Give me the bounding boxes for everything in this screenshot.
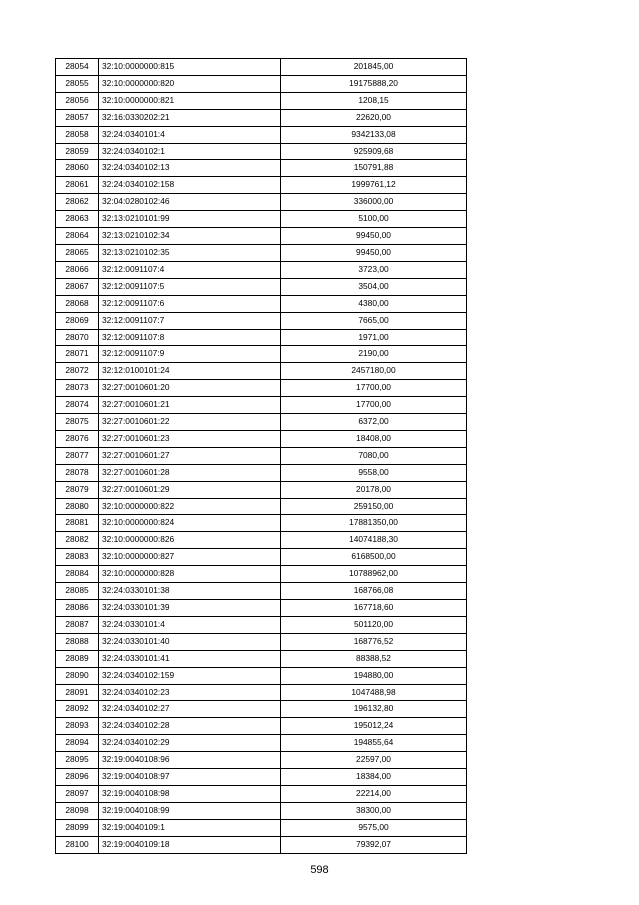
page-number: 598 xyxy=(310,864,329,876)
value-cell: 336000,00 xyxy=(281,194,467,211)
value-cell: 501120,00 xyxy=(281,616,467,633)
cadastral-number-cell: 32:13:0210102:34 xyxy=(99,228,281,245)
table-row xyxy=(56,836,467,853)
row-number-cell: 28096 xyxy=(56,769,99,786)
table-row xyxy=(56,380,467,397)
cadastral-number-cell: 32:12:0100101:24 xyxy=(99,363,281,380)
value-cell: 17881350,00 xyxy=(281,515,467,532)
row-number-cell: 28086 xyxy=(56,600,99,617)
table-row xyxy=(56,447,467,464)
row-number-cell: 28054 xyxy=(56,59,99,76)
row-number-cell: 28089 xyxy=(56,650,99,667)
table-row xyxy=(56,160,467,177)
cadastral-number-cell: 32:24:0330101:4 xyxy=(99,616,281,633)
cadastral-number-cell: 32:12:0091107:8 xyxy=(99,329,281,346)
value-cell: 4380,00 xyxy=(281,295,467,312)
table-row xyxy=(56,819,467,836)
row-number-cell: 28072 xyxy=(56,363,99,380)
table-row xyxy=(56,109,467,126)
table-row xyxy=(56,566,467,583)
value-cell: 88388,52 xyxy=(281,650,467,667)
row-number-cell: 28078 xyxy=(56,464,99,481)
cadastral-number-cell: 32:13:0210101:99 xyxy=(99,211,281,228)
value-cell: 196132,80 xyxy=(281,701,467,718)
row-number-cell: 28077 xyxy=(56,447,99,464)
row-number-cell: 28061 xyxy=(56,177,99,194)
row-number-cell: 28098 xyxy=(56,802,99,819)
value-cell: 99450,00 xyxy=(281,244,467,261)
cadastral-number-cell: 32:24:0340101:4 xyxy=(99,126,281,143)
table-row xyxy=(56,59,467,76)
value-cell: 1208,15 xyxy=(281,92,467,109)
value-cell: 14074188,30 xyxy=(281,532,467,549)
value-cell: 38300,00 xyxy=(281,802,467,819)
table-row xyxy=(56,532,467,549)
cadastral-number-cell: 32:24:0340102:1 xyxy=(99,143,281,160)
row-number-cell: 28070 xyxy=(56,329,99,346)
table-row xyxy=(56,735,467,752)
cadastral-number-cell: 32:10:0000000:826 xyxy=(99,532,281,549)
table-row xyxy=(56,126,467,143)
value-cell: 22597,00 xyxy=(281,752,467,769)
value-cell: 2457180,00 xyxy=(281,363,467,380)
value-cell: 1999761,12 xyxy=(281,177,467,194)
table-row xyxy=(56,75,467,92)
value-cell: 9342133,08 xyxy=(281,126,467,143)
cadastral-number-cell: 32:04:0280102:46 xyxy=(99,194,281,211)
cadastral-number-cell: 32:10:0000000:827 xyxy=(99,549,281,566)
row-number-cell: 28057 xyxy=(56,109,99,126)
cadastral-number-cell: 32:24:0340102:158 xyxy=(99,177,281,194)
table-row xyxy=(56,718,467,735)
row-number-cell: 28095 xyxy=(56,752,99,769)
cadastral-number-cell: 32:24:0340102:29 xyxy=(99,735,281,752)
row-number-cell: 28058 xyxy=(56,126,99,143)
cadastral-number-cell: 32:27:0010601:28 xyxy=(99,464,281,481)
cadastral-number-cell: 32:12:0091107:4 xyxy=(99,261,281,278)
value-cell: 195012,24 xyxy=(281,718,467,735)
cadastral-number-cell: 32:24:0330101:38 xyxy=(99,583,281,600)
table-row xyxy=(56,464,467,481)
value-cell: 2190,00 xyxy=(281,346,467,363)
table-row xyxy=(56,515,467,532)
cadastral-number-cell: 32:10:0000000:815 xyxy=(99,59,281,76)
value-cell: 9575,00 xyxy=(281,819,467,836)
table-row xyxy=(56,244,467,261)
value-cell: 150791,88 xyxy=(281,160,467,177)
value-cell: 3723,00 xyxy=(281,261,467,278)
row-number-cell: 28066 xyxy=(56,261,99,278)
cadastral-number-cell: 32:10:0000000:820 xyxy=(99,75,281,92)
row-number-cell: 28094 xyxy=(56,735,99,752)
table-row xyxy=(56,177,467,194)
cadastral-number-cell: 32:27:0010601:22 xyxy=(99,414,281,431)
table-row xyxy=(56,228,467,245)
cadastral-number-cell: 32:24:0340102:27 xyxy=(99,701,281,718)
cadastral-number-cell: 32:10:0000000:824 xyxy=(99,515,281,532)
table-row xyxy=(56,414,467,431)
table-body xyxy=(56,59,467,854)
cadastral-number-cell: 32:24:0340102:13 xyxy=(99,160,281,177)
row-number-cell: 28083 xyxy=(56,549,99,566)
table-row xyxy=(56,295,467,312)
value-cell: 18408,00 xyxy=(281,430,467,447)
row-number-cell: 28062 xyxy=(56,194,99,211)
value-cell: 5100,00 xyxy=(281,211,467,228)
table-row xyxy=(56,92,467,109)
row-number-cell: 28074 xyxy=(56,397,99,414)
table-row xyxy=(56,616,467,633)
table-row xyxy=(56,684,467,701)
cadastral-number-cell: 32:19:0040109:18 xyxy=(99,836,281,853)
table-row xyxy=(56,397,467,414)
value-cell: 17700,00 xyxy=(281,397,467,414)
table-row xyxy=(56,600,467,617)
row-number-cell: 28060 xyxy=(56,160,99,177)
row-number-cell: 28085 xyxy=(56,583,99,600)
value-cell: 22620,00 xyxy=(281,109,467,126)
cadastral-number-cell: 32:24:0340102:159 xyxy=(99,667,281,684)
row-number-cell: 28082 xyxy=(56,532,99,549)
value-cell: 201845,00 xyxy=(281,59,467,76)
table-row xyxy=(56,211,467,228)
row-number-cell: 28080 xyxy=(56,498,99,515)
cadastral-value-table xyxy=(55,58,467,854)
value-cell: 168766,08 xyxy=(281,583,467,600)
row-number-cell: 28088 xyxy=(56,633,99,650)
row-number-cell: 28068 xyxy=(56,295,99,312)
value-cell: 6168500,00 xyxy=(281,549,467,566)
cadastral-number-cell: 32:24:0340102:23 xyxy=(99,684,281,701)
row-number-cell: 28055 xyxy=(56,75,99,92)
table-row xyxy=(56,261,467,278)
cadastral-number-cell: 32:24:0330101:41 xyxy=(99,650,281,667)
cadastral-number-cell: 32:13:0210102:35 xyxy=(99,244,281,261)
row-number-cell: 28076 xyxy=(56,430,99,447)
row-number-cell: 28071 xyxy=(56,346,99,363)
cadastral-number-cell: 32:19:0040108:96 xyxy=(99,752,281,769)
value-cell: 18384,00 xyxy=(281,769,467,786)
row-number-cell: 28087 xyxy=(56,616,99,633)
value-cell: 9558,00 xyxy=(281,464,467,481)
cadastral-number-cell: 32:24:0330101:39 xyxy=(99,600,281,617)
cadastral-number-cell: 32:16:0330202:21 xyxy=(99,109,281,126)
value-cell: 168776,52 xyxy=(281,633,467,650)
row-number-cell: 28081 xyxy=(56,515,99,532)
cadastral-number-cell: 32:24:0340102:28 xyxy=(99,718,281,735)
table-row xyxy=(56,346,467,363)
row-number-cell: 28090 xyxy=(56,667,99,684)
cadastral-number-cell: 32:10:0000000:822 xyxy=(99,498,281,515)
row-number-cell: 28064 xyxy=(56,228,99,245)
value-cell: 6372,00 xyxy=(281,414,467,431)
cadastral-number-cell: 32:24:0330101:40 xyxy=(99,633,281,650)
row-number-cell: 28075 xyxy=(56,414,99,431)
cadastral-number-cell: 32:10:0000000:828 xyxy=(99,566,281,583)
cadastral-number-cell: 32:19:0040108:97 xyxy=(99,769,281,786)
table-row xyxy=(56,278,467,295)
cadastral-number-cell: 32:27:0010601:23 xyxy=(99,430,281,447)
row-number-cell: 28097 xyxy=(56,785,99,802)
cadastral-number-cell: 32:19:0040108:99 xyxy=(99,802,281,819)
row-number-cell: 28065 xyxy=(56,244,99,261)
table-row xyxy=(56,363,467,380)
row-number-cell: 28073 xyxy=(56,380,99,397)
value-cell: 194880,00 xyxy=(281,667,467,684)
table-row xyxy=(56,667,467,684)
row-number-cell: 28056 xyxy=(56,92,99,109)
value-cell: 17700,00 xyxy=(281,380,467,397)
table-row xyxy=(56,549,467,566)
value-cell: 7080,00 xyxy=(281,447,467,464)
table-row xyxy=(56,312,467,329)
table-row xyxy=(56,583,467,600)
table-row xyxy=(56,194,467,211)
value-cell: 259150,00 xyxy=(281,498,467,515)
table-row xyxy=(56,498,467,515)
value-cell: 99450,00 xyxy=(281,228,467,245)
cadastral-number-cell: 32:19:0040108:98 xyxy=(99,785,281,802)
row-number-cell: 28084 xyxy=(56,566,99,583)
table-row xyxy=(56,701,467,718)
row-number-cell: 28059 xyxy=(56,143,99,160)
row-number-cell: 28063 xyxy=(56,211,99,228)
row-number-cell: 28079 xyxy=(56,481,99,498)
table-row xyxy=(56,481,467,498)
cadastral-number-cell: 32:19:0040109:1 xyxy=(99,819,281,836)
cadastral-number-cell: 32:27:0010601:29 xyxy=(99,481,281,498)
table-row xyxy=(56,430,467,447)
table-row xyxy=(56,143,467,160)
value-cell: 22214,00 xyxy=(281,785,467,802)
row-number-cell: 28069 xyxy=(56,312,99,329)
cadastral-number-cell: 32:12:0091107:5 xyxy=(99,278,281,295)
value-cell: 167718,60 xyxy=(281,600,467,617)
value-cell: 79392,07 xyxy=(281,836,467,853)
cadastral-number-cell: 32:12:0091107:9 xyxy=(99,346,281,363)
row-number-cell: 28067 xyxy=(56,278,99,295)
cadastral-number-cell: 32:27:0010601:21 xyxy=(99,397,281,414)
value-cell: 7665,00 xyxy=(281,312,467,329)
cadastral-number-cell: 32:12:0091107:7 xyxy=(99,312,281,329)
row-number-cell: 28092 xyxy=(56,701,99,718)
table-row xyxy=(56,752,467,769)
value-cell: 10788962,00 xyxy=(281,566,467,583)
value-cell: 20178,00 xyxy=(281,481,467,498)
document-table-container xyxy=(55,58,467,854)
value-cell: 1047488,98 xyxy=(281,684,467,701)
value-cell: 3504,00 xyxy=(281,278,467,295)
value-cell: 194855,64 xyxy=(281,735,467,752)
cadastral-number-cell: 32:27:0010601:20 xyxy=(99,380,281,397)
row-number-cell: 28100 xyxy=(56,836,99,853)
row-number-cell: 28099 xyxy=(56,819,99,836)
value-cell: 925909,68 xyxy=(281,143,467,160)
cadastral-number-cell: 32:12:0091107:6 xyxy=(99,295,281,312)
row-number-cell: 28093 xyxy=(56,718,99,735)
table-row xyxy=(56,329,467,346)
table-row xyxy=(56,802,467,819)
row-number-cell: 28091 xyxy=(56,684,99,701)
table-row xyxy=(56,633,467,650)
table-row xyxy=(56,650,467,667)
table-row xyxy=(56,785,467,802)
value-cell: 1971,00 xyxy=(281,329,467,346)
cadastral-number-cell: 32:10:0000000:821 xyxy=(99,92,281,109)
value-cell: 19175888,20 xyxy=(281,75,467,92)
table-row xyxy=(56,769,467,786)
cadastral-number-cell: 32:27:0010601:27 xyxy=(99,447,281,464)
